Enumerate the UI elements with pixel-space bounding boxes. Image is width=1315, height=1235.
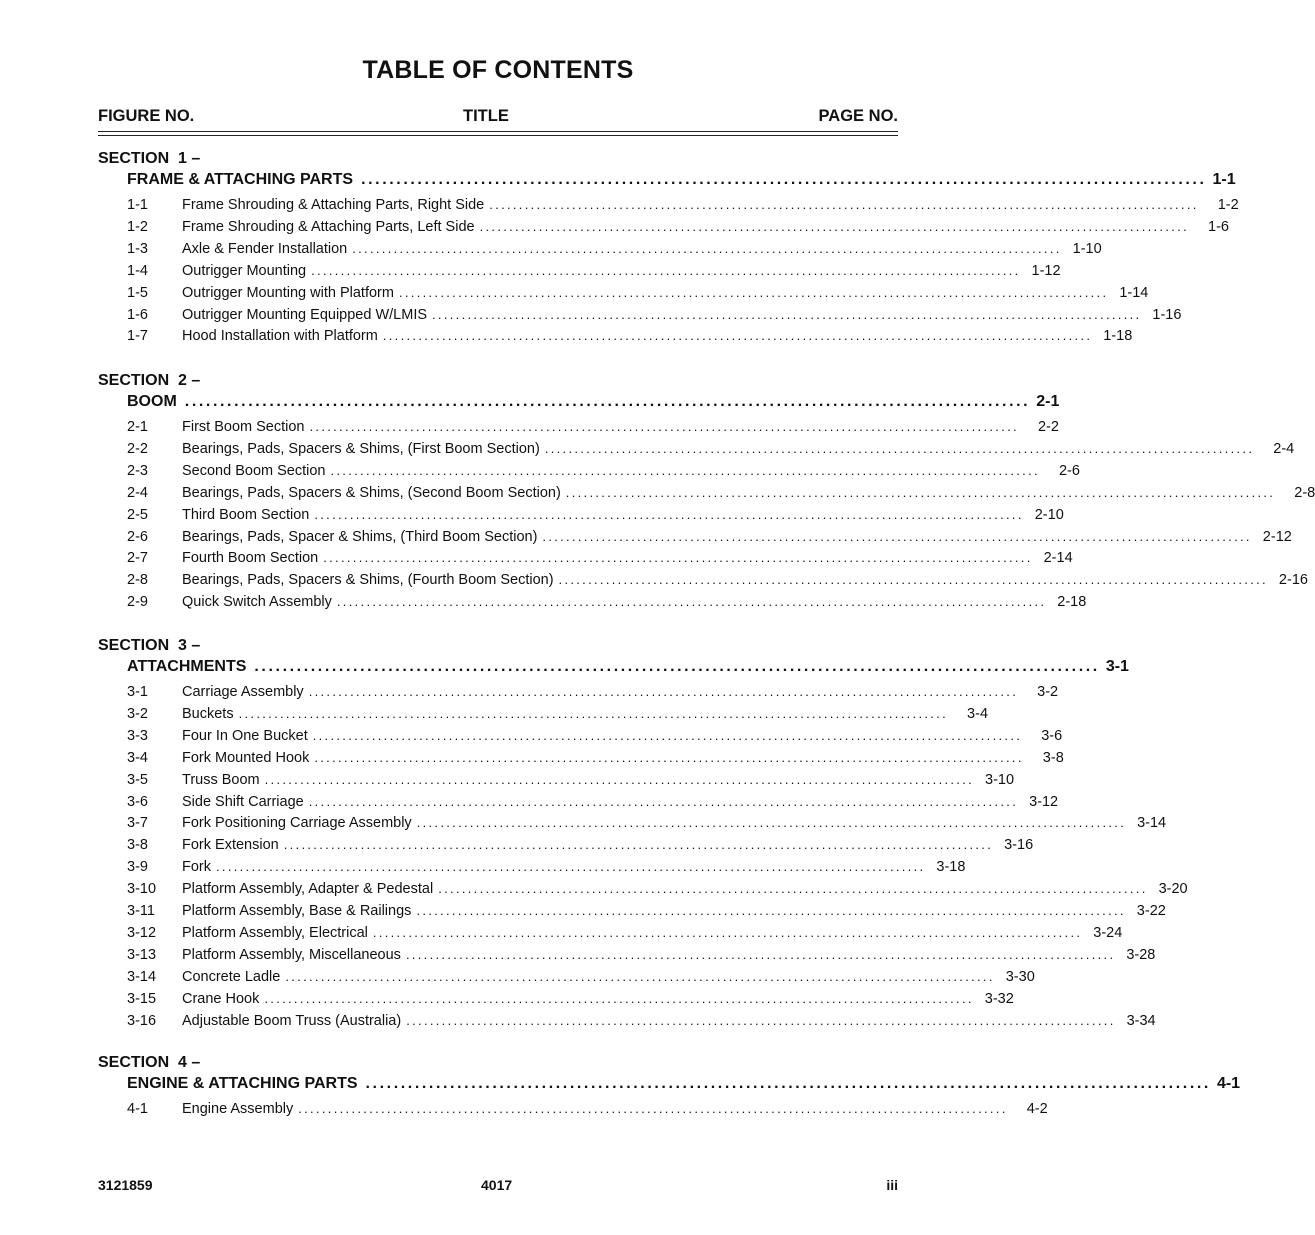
figure-number: 3-14 bbox=[127, 968, 157, 985]
toc-entry[interactable] bbox=[127, 924, 1123, 944]
page-number: 3-2 bbox=[1037, 684, 1059, 700]
figure-number: 2-4 bbox=[127, 484, 148, 501]
page-number: 2-8 bbox=[1294, 484, 1315, 501]
figure-number: 1-3 bbox=[127, 240, 148, 257]
section-title-row[interactable] bbox=[127, 1075, 1241, 1095]
page-number: 3-16 bbox=[1004, 837, 1034, 854]
figure-number: 3-5 bbox=[127, 771, 148, 788]
dot-leader: ........................................................................................................................ bbox=[216, 859, 926, 875]
figure-title: Bearings, Pads, Spacer & Shims, (Third Boom Section) bbox=[182, 528, 538, 545]
figure-title: First Boom Section bbox=[182, 419, 305, 435]
figure-number: 3-8 bbox=[127, 837, 148, 854]
figure-title: Bearings, Pads, Spacers & Shims, (Second Boom Section) bbox=[182, 484, 561, 501]
figure-number: 3-9 bbox=[127, 859, 148, 876]
dot-leader: ........................................................................................................................ bbox=[264, 771, 975, 787]
figure-title: Hood Installation with Platform bbox=[182, 328, 378, 345]
footer-page-number: iii bbox=[886, 1177, 898, 1193]
figure-title: Outrigger Mounting bbox=[182, 262, 307, 279]
figure-number: 2-3 bbox=[127, 462, 148, 479]
section-page-number: 4-1 bbox=[1216, 1075, 1241, 1092]
dot-leader: ........................................................................................................................ bbox=[405, 946, 1116, 962]
page-number: 1-12 bbox=[1031, 262, 1061, 279]
figure-title: Buckets bbox=[182, 705, 234, 722]
dot-leader: ........................................................................................................................ bbox=[254, 658, 1100, 675]
toc-entry[interactable] bbox=[127, 306, 1182, 326]
section-title: FRAME & ATTACHING PARTS bbox=[127, 171, 354, 188]
toc-entry[interactable] bbox=[127, 684, 1059, 703]
figure-title: Adjustable Boom Truss (Australia) bbox=[182, 1012, 402, 1029]
page-number: 3-6 bbox=[1041, 727, 1063, 744]
dot-leader: ........................................................................................................................ bbox=[558, 572, 1268, 588]
figure-title: Second Boom Section bbox=[182, 462, 326, 479]
figure-number: 1-1 bbox=[127, 197, 148, 213]
page-number: 2-14 bbox=[1043, 550, 1073, 567]
figure-number: 3-1 bbox=[127, 684, 148, 700]
figure-title: Four In One Bucket bbox=[182, 727, 308, 744]
dot-leader: ........................................................................................................................ bbox=[184, 393, 1031, 410]
toc-entry[interactable] bbox=[127, 727, 1063, 747]
page-number: 3-10 bbox=[985, 771, 1015, 788]
page-number: 3-8 bbox=[1042, 749, 1064, 766]
dot-leader: ........................................................................................................................ bbox=[416, 815, 1127, 831]
dot-leader: ........................................................................................................................ bbox=[489, 197, 1199, 212]
toc-entry[interactable] bbox=[127, 594, 1087, 613]
dot-leader: ........................................................................................................................ bbox=[314, 506, 1024, 522]
dot-leader: ........................................................................................................................ bbox=[330, 462, 1040, 478]
toc-entry[interactable] bbox=[127, 705, 989, 725]
section-title-row[interactable] bbox=[127, 393, 1060, 413]
section-heading: SECTION 4 – bbox=[98, 1054, 201, 1071]
page-number: 3-4 bbox=[967, 705, 989, 722]
page-number: 2-2 bbox=[1037, 419, 1059, 435]
dot-leader: ........................................................................................................................ bbox=[309, 419, 1019, 434]
figure-number: 1-2 bbox=[127, 218, 148, 235]
toc-entry[interactable] bbox=[127, 1012, 1156, 1032]
page-number: 3-34 bbox=[1126, 1012, 1156, 1029]
figure-title: Fork Mounted Hook bbox=[182, 749, 310, 766]
toc-entry[interactable] bbox=[127, 197, 1239, 216]
figure-title: Bearings, Pads, Spacers & Shims, (First Boom Section) bbox=[182, 440, 540, 457]
figure-number: 1-4 bbox=[127, 262, 148, 279]
figure-title: Axle & Fender Installation bbox=[182, 240, 348, 257]
page-title: TABLE OF CONTENTS bbox=[362, 56, 634, 84]
dot-leader: ........................................................................................................................ bbox=[283, 837, 994, 853]
toc-entry[interactable] bbox=[127, 550, 1073, 569]
dot-leader: ........................................................................................................................ bbox=[544, 440, 1255, 456]
toc-entry[interactable] bbox=[127, 284, 1149, 304]
figure-number: 2-1 bbox=[127, 419, 148, 435]
title-header: TITLE bbox=[463, 107, 509, 125]
figure-number: 3-12 bbox=[127, 924, 157, 941]
dot-leader: ........................................................................................................................ bbox=[314, 749, 1024, 765]
section-title-row[interactable] bbox=[127, 171, 1236, 191]
figure-number: 2-6 bbox=[127, 528, 148, 545]
dot-leader: ........................................................................................................................ bbox=[308, 684, 1019, 699]
toc-entry[interactable] bbox=[127, 793, 1059, 813]
dot-leader: ........................................................................................................................ bbox=[432, 306, 1142, 322]
figure-number: 3-4 bbox=[127, 749, 148, 766]
dot-leader: ........................................................................................................................ bbox=[361, 171, 1207, 188]
figure-number: 3-6 bbox=[127, 793, 148, 810]
page-number: 2-18 bbox=[1057, 594, 1087, 611]
page-no-header: PAGE NO. bbox=[818, 107, 898, 125]
figure-number: 3-2 bbox=[127, 705, 148, 722]
toc-entry[interactable] bbox=[127, 1101, 1048, 1120]
toc-entry[interactable] bbox=[127, 572, 1308, 591]
page-number: 1-2 bbox=[1217, 197, 1239, 213]
section-heading: SECTION 2 – bbox=[98, 372, 201, 389]
figure-number: 2-5 bbox=[127, 506, 148, 523]
page-number: 2-10 bbox=[1034, 506, 1064, 523]
dot-leader: ........................................................................................................................ bbox=[298, 1101, 1008, 1116]
toc-entry[interactable] bbox=[127, 946, 1156, 966]
dot-leader: ........................................................................................................................ bbox=[308, 793, 1019, 809]
figure-title: Quick Switch Assembly bbox=[182, 594, 332, 611]
section-heading: SECTION 1 – bbox=[98, 150, 201, 167]
figure-number: 1-6 bbox=[127, 306, 148, 323]
dot-leader: ........................................................................................................................ bbox=[542, 528, 1252, 544]
dot-leader: ........................................................................................................................ bbox=[565, 484, 1276, 500]
figure-title: Frame Shrouding & Attaching Parts, Right Side bbox=[182, 197, 485, 213]
page-number: 2-12 bbox=[1262, 528, 1292, 545]
dot-leader: ........................................................................................................................ bbox=[285, 968, 995, 984]
toc-entry[interactable] bbox=[127, 837, 1034, 856]
section-page-number: 2-1 bbox=[1036, 393, 1060, 410]
page-number: 3-14 bbox=[1137, 815, 1167, 832]
figure-number: 3-11 bbox=[127, 903, 155, 919]
figure-title: Truss Boom bbox=[182, 771, 260, 788]
dot-leader: ........................................................................................................................ bbox=[398, 284, 1109, 300]
toc-entry[interactable] bbox=[127, 419, 1059, 438]
figure-title: Engine Assembly bbox=[182, 1101, 294, 1117]
figure-title: Frame Shrouding & Attaching Parts, Left Side bbox=[182, 218, 475, 235]
dot-leader: ........................................................................................................................ bbox=[238, 705, 949, 721]
footer-doc-number: 3121859 bbox=[98, 1177, 153, 1193]
figure-title: Fork Extension bbox=[182, 837, 279, 854]
figure-number: 2-9 bbox=[127, 594, 148, 611]
dot-leader: ........................................................................................................................ bbox=[365, 1075, 1211, 1092]
section-title: ENGINE & ATTACHING PARTS bbox=[127, 1075, 358, 1092]
figure-title: Fork bbox=[182, 859, 211, 876]
figure-title: Fork Positioning Carriage Assembly bbox=[182, 815, 412, 832]
toc-entry[interactable] bbox=[127, 440, 1295, 460]
figure-title: Fourth Boom Section bbox=[182, 550, 319, 567]
toc-entry[interactable] bbox=[127, 484, 1315, 504]
toc-entry[interactable] bbox=[127, 749, 1064, 769]
dot-leader: ........................................................................................................................ bbox=[352, 240, 1062, 256]
dot-leader: ........................................................................................................................ bbox=[372, 924, 1083, 940]
toc-entry[interactable] bbox=[127, 528, 1292, 548]
toc-entry[interactable] bbox=[127, 771, 1015, 791]
toc-entry[interactable] bbox=[127, 262, 1061, 282]
dot-leader: ........................................................................................................................ bbox=[438, 881, 1148, 897]
page-number: 3-28 bbox=[1126, 946, 1156, 963]
toc-entry[interactable] bbox=[127, 328, 1133, 347]
figure-number: 3-10 bbox=[127, 881, 157, 898]
toc-entry[interactable] bbox=[127, 815, 1167, 834]
section-heading: SECTION 3 – bbox=[98, 637, 201, 654]
page-number: 3-32 bbox=[984, 990, 1014, 1007]
dot-leader: ........................................................................................................................ bbox=[323, 550, 1033, 566]
figure-title: Concrete Ladle bbox=[182, 968, 281, 985]
figure-title: Platform Assembly, Miscellaneous bbox=[182, 946, 401, 963]
figure-title: Outrigger Mounting Equipped W/LMIS bbox=[182, 306, 428, 323]
section-title-row[interactable] bbox=[127, 658, 1129, 678]
page-number: 2-4 bbox=[1273, 440, 1295, 457]
toc-entry[interactable] bbox=[127, 859, 966, 878]
dot-leader: ........................................................................................................................ bbox=[312, 727, 1023, 743]
page-number: 3-12 bbox=[1029, 793, 1059, 810]
figure-title: Platform Assembly, Base & Railings bbox=[182, 903, 412, 919]
figure-number: 3-16 bbox=[127, 1012, 157, 1029]
figure-number: 1-7 bbox=[127, 328, 148, 345]
page-number: 3-22 bbox=[1136, 903, 1166, 919]
page-number: 1-14 bbox=[1119, 284, 1149, 301]
figure-title: Platform Assembly, Adapter & Pedestal bbox=[182, 881, 434, 898]
section-title: ATTACHMENTS bbox=[127, 658, 247, 675]
figure-title: Platform Assembly, Electrical bbox=[182, 924, 368, 941]
figure-title: Carriage Assembly bbox=[182, 684, 304, 700]
figure-title: Side Shift Carriage bbox=[182, 793, 304, 810]
page-number: 3-20 bbox=[1158, 881, 1188, 898]
figure-number: 2-2 bbox=[127, 440, 148, 457]
figure-title: Outrigger Mounting with Platform bbox=[182, 284, 394, 301]
dot-leader: ........................................................................................................................ bbox=[336, 594, 1047, 610]
page-number: 3-18 bbox=[936, 859, 966, 876]
dot-leader: ........................................................................................................................ bbox=[311, 262, 1021, 278]
toc-entry[interactable] bbox=[127, 903, 1166, 922]
figure-title: Crane Hook bbox=[182, 990, 260, 1007]
dot-leader: ........................................................................................................................ bbox=[479, 218, 1189, 234]
page-number: 1-18 bbox=[1103, 328, 1133, 345]
toc-entry[interactable] bbox=[127, 218, 1229, 238]
page-number: 3-24 bbox=[1093, 924, 1123, 941]
dot-leader: ........................................................................................................................ bbox=[382, 328, 1093, 344]
figure-number: 3-3 bbox=[127, 727, 148, 744]
figure-number: 2-8 bbox=[127, 572, 148, 589]
page-number: 1-10 bbox=[1072, 240, 1102, 257]
figure-title: Third Boom Section bbox=[182, 506, 310, 523]
section-title: BOOM bbox=[127, 393, 177, 410]
page-number: 1-6 bbox=[1208, 218, 1229, 235]
page-number: 3-30 bbox=[1005, 968, 1035, 985]
figure-number: 3-13 bbox=[127, 946, 157, 963]
toc-entry[interactable] bbox=[127, 990, 1014, 1010]
toc-entry[interactable] bbox=[127, 240, 1102, 260]
section-page-number: 3-1 bbox=[1105, 658, 1129, 675]
page-footer bbox=[98, 1177, 898, 1195]
figure-number: 1-5 bbox=[127, 284, 148, 301]
page-number: 2-16 bbox=[1278, 572, 1308, 589]
figure-number: 4-1 bbox=[127, 1101, 148, 1117]
toc-entry[interactable] bbox=[127, 462, 1080, 482]
figure-number: 2-7 bbox=[127, 550, 148, 567]
page-number: 1-16 bbox=[1152, 306, 1182, 323]
dot-leader: ........................................................................................................................ bbox=[406, 1012, 1116, 1028]
figure-number: 3-7 bbox=[127, 815, 148, 832]
dot-leader: ........................................................................................................................ bbox=[416, 903, 1126, 918]
figure-title: Bearings, Pads, Spacers & Shims, (Fourth Boom Section) bbox=[182, 572, 554, 589]
footer-model: 4017 bbox=[481, 1177, 513, 1193]
toc-entry[interactable] bbox=[127, 968, 1035, 988]
page-number: 4-2 bbox=[1026, 1101, 1048, 1117]
section-page-number: 1-1 bbox=[1212, 171, 1236, 188]
figure-no-header: FIGURE NO. bbox=[98, 107, 195, 125]
toc-entry[interactable] bbox=[127, 506, 1064, 526]
toc-entry[interactable] bbox=[127, 881, 1188, 900]
dot-leader: ........................................................................................................................ bbox=[264, 990, 974, 1006]
page-number: 2-6 bbox=[1058, 462, 1080, 479]
figure-number: 3-15 bbox=[127, 990, 157, 1007]
